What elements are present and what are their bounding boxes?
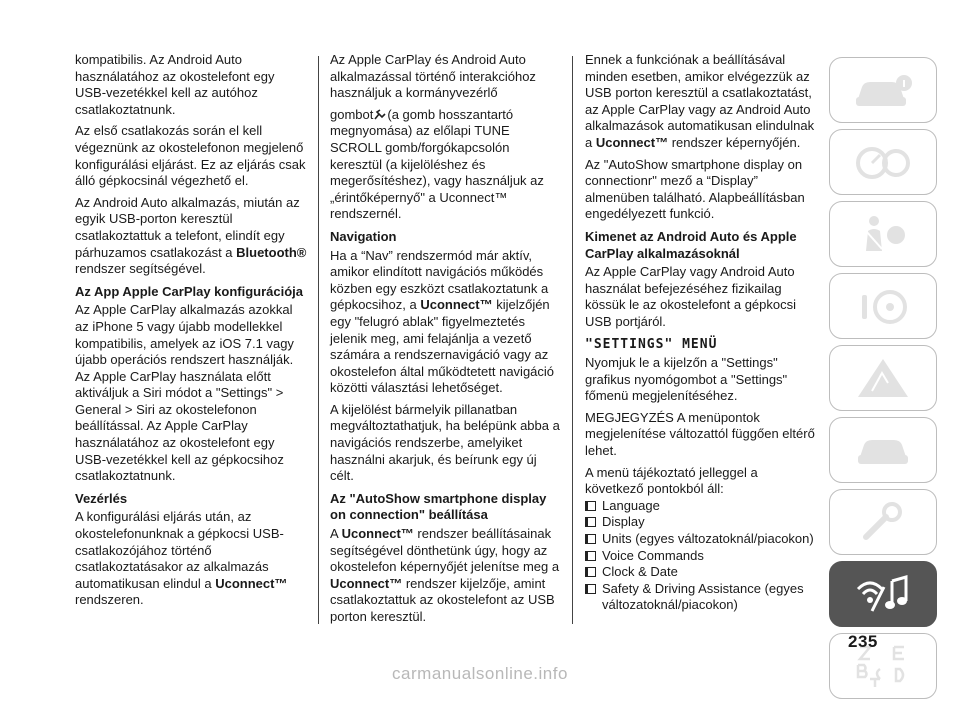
bullet-icon [585,567,596,577]
chapter-tab-strip [829,57,939,705]
seatbelt-airbag-icon [852,211,914,257]
list-item: Voice Commands [585,548,817,565]
tab-safety[interactable] [829,201,937,267]
tab-dashboard[interactable] [829,129,937,195]
paragraph: gombot (a gomb hosszantartó megnyomása) az előlapi TUNE SCROLL gomb/forgókapcsolón keresztül (a kijelöléshez és megerősítéshez), vagy használjuk az „érintőképernyő" a Uconnect™ rendszernél. [330,106,544,222]
wrench-icon [852,499,914,545]
paragraph: Az Apple CarPlay és Android Auto alkalmazással történő interakcióhoz használjuk a kormányvezérlő [330,52,536,101]
list-item: Safety & Driving Assistance (egyes változatoknál/piacokon) [585,581,817,614]
section-heading: Vezérlés [75,490,128,506]
section-heading: Az App Apple CarPlay konfigurációja [75,283,304,299]
list-item: Display [585,514,817,531]
paragraph: Az Apple CarPlay vagy Android Auto használat befejezéséhez fizikailag kössük le az okostelefont a gépkocsi USB portjáról. [585,264,797,329]
section-heading: Az "AutoShow smartphone display on connection" beállítása [330,490,547,523]
paragraph: A menü tájékoztató jelleggel a következő pontokból áll: [585,464,758,497]
dashboard-gauge-icon [852,139,914,185]
tab-maintenance[interactable] [829,417,937,483]
column-separator [572,56,573,624]
text-column-1 [75,52,307,614]
column-separator [318,56,319,624]
list-item: Language [585,498,817,515]
section-heading: "SETTINGS" MENÜ [585,336,718,352]
paragraph: Nyomjuk le a kijelzőn a "Settings" grafikus nyomógombot a "Settings" főmenü megjelenítéséhez. [585,355,788,404]
tab-technical-data[interactable] [829,489,937,555]
paragraph: Ennek a funkciónak a beállításával minden esetben, amikor elvégezzük az USB porton keresztül a csatlakoztatást, az Apple CarPlay vagy az Android Auto alkalmazások automatikusan elindulnak a Uconnect™ rendszer képernyőjén. [585,52,815,150]
paragraph: A konfigurálási eljárás után, az okostelefonunknak a gépkocsi USB-csatlakozójához történő csatlakoztatásakor az alkalmazás automatikusan elindul a Uconnect™ rendszeren. [75,509,288,608]
paragraph: Az "AutoShow smartphone display on connectionr" mező a “Display” almenüben található. Alapbeállításban engedélyezett funkció. [585,156,805,222]
paragraph: kompatibilis. Az Android Auto használatához az okostelefont egy USB-vezetékkel kell az autóhoz csatlakoztatnunk. [75,52,275,117]
text-column-2 [330,52,562,631]
tab-multimedia[interactable] [829,561,937,627]
paragraph: Ha a “Nav” rendszermód már aktív, amikor elindított navigációs működés közben egy eszközt csatlakoztatunk a gépkocsihoz, a Uconnect™ kijelzőjén egy "felugró ablak" figyelmeztetés jelenik meg, ami felajánlja a vezető számára a rendszernavigáció vagy az okostelefon által működtetett navigáció közötti választási lehetőséget. [330,247,555,396]
multimedia-icon [852,571,914,617]
paragraph: A kijelölést bármelyik pillanatban megváltoztathatjuk, ha belépünk abba a navigációs rendszerbe, amelyiket használni akarjuk, és beírunk egy új célt. [330,401,560,484]
steering-wheel-key-icon [852,283,914,329]
bullet-icon [585,517,596,527]
paragraph: Az Android Auto alkalmazás, miután az egyik USB-porton keresztül csatlakoztattuk a telefont, elindít egy párhuzamos csatlakozást a Bluetooth® rendszer segítségével. [75,194,307,277]
paragraph: Az első csatlakozás során el kell végeznünk az okostelefonon megjelenő konfigurálási eljárást. Ez az eljárás csak álló gépkocsinál végezhető el. [75,123,306,189]
paragraph: Az Apple CarPlay alkalmazás azokkal az iPhone 5 vagy újabb modellekkel kompatibilis, amelyek az iOS 7.1 vagy újabb operációs rendszert használják. Az Apple CarPlay használata előtt aktiváljuk a Siri módot a "Settings" > General > Siri az okostelefonon beállítással. Az Apple CarPlay használatához az okostelefont egy USB-vezetékkel kell az gépkocsihoz csatlakoztatnunk. [75,302,294,484]
page-number: 235 [848,632,878,651]
tab-emergency[interactable] [829,345,937,411]
bullet-icon [585,584,596,594]
bullet-icon [585,551,596,561]
list-item: Clock & Date [585,564,817,581]
voice-command-icon [373,109,387,121]
paragraph: A Uconnect™ rendszer beállításainak segítségével dönthetünk úgy, hogy az okostelefon képernyőjét jelenítse meg a Uconnect™ rendszer kijelzője, amint csatlakoztattuk az okostelefont az USB porton keresztül. [330,526,560,624]
warning-triangle-icon [852,355,914,401]
bullet-icon [585,534,596,544]
text-column-3 [585,52,817,614]
bullet-icon [585,501,596,511]
car-service-icon [852,427,914,473]
section-heading: Kimenet az Android Auto és Apple CarPlay alkalmazásoknál [585,228,797,261]
list-item: Units (egyes változatoknál/piacokon) [585,531,817,548]
watermark: carmanualsonline.info [392,664,568,683]
section-heading: Navigation [330,228,397,244]
tab-starting-driving[interactable] [829,273,937,339]
paragraph: MEGJEGYZÉS A menüpontok megjelenítése változattól függően eltérő lehet. [585,409,815,459]
settings-menu-list [585,498,817,614]
tab-car-info[interactable] [829,57,937,123]
car-info-icon [852,67,914,113]
